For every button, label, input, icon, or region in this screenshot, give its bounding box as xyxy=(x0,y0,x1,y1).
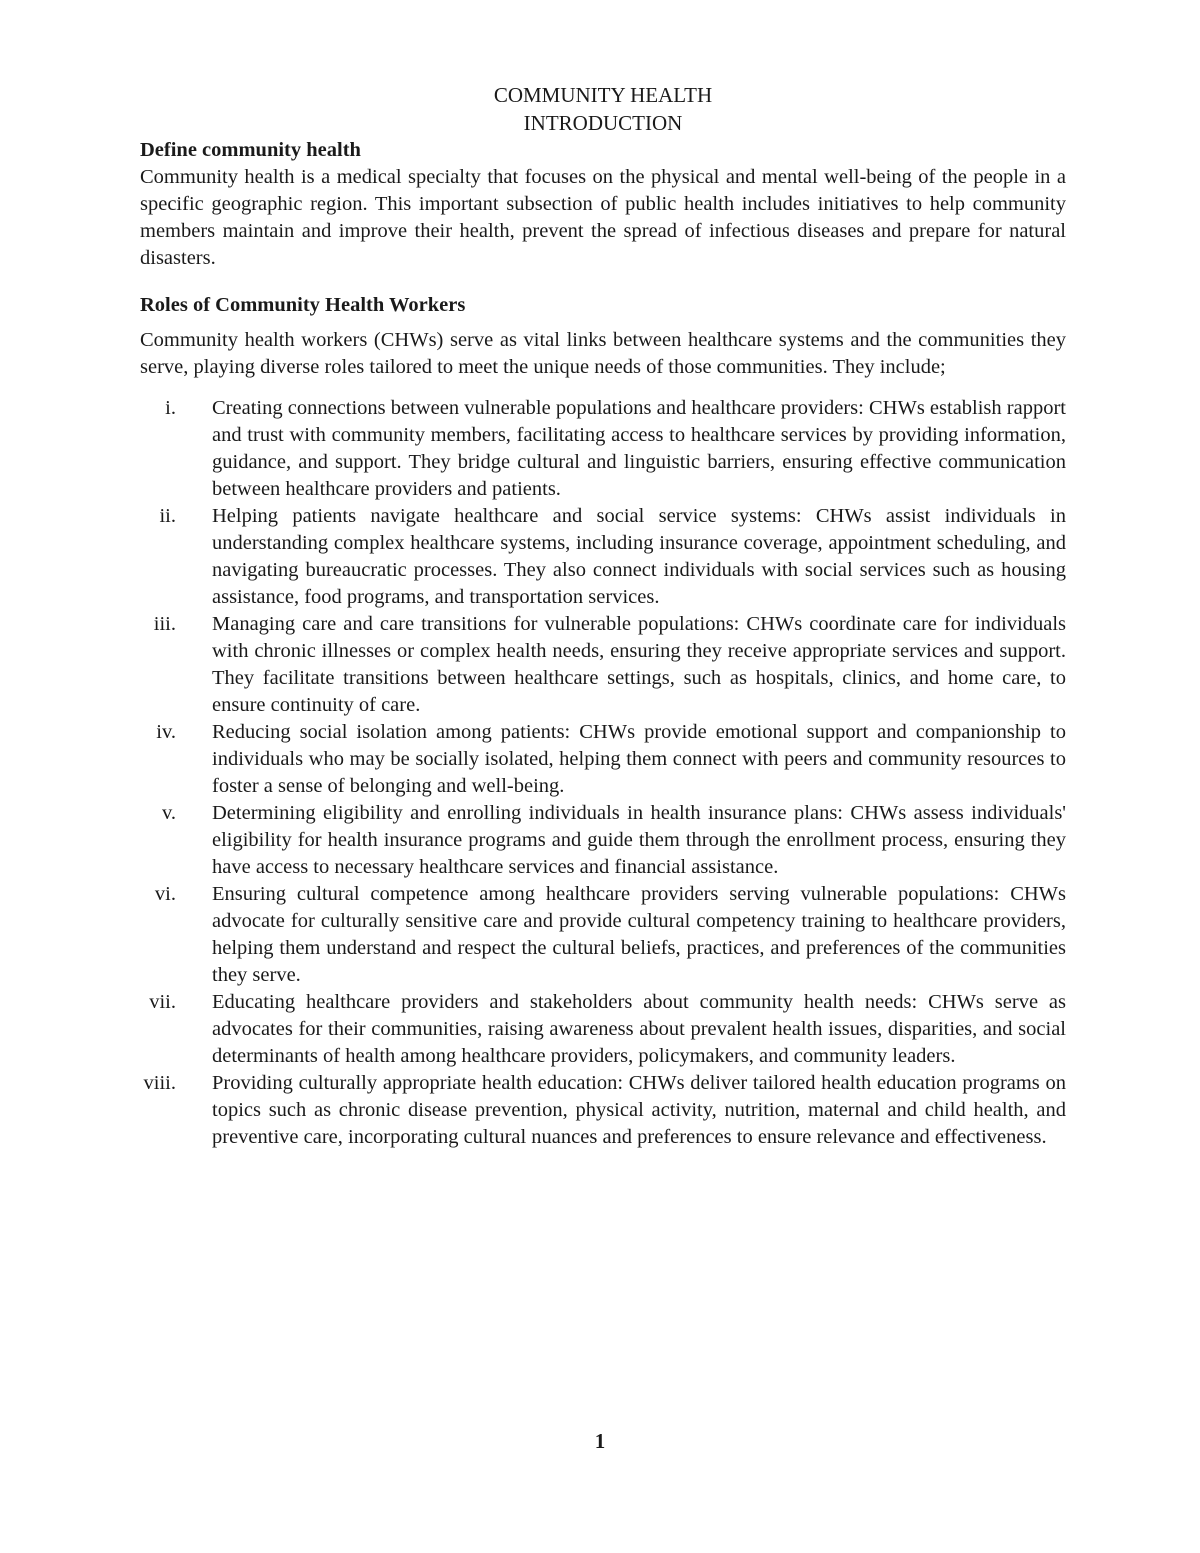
page-number: 1 xyxy=(594,1429,606,1453)
list-item-text: Educating healthcare providers and stakeholders about community health needs: CHWs serve as advocates for their communities, raising awareness about prevalent health issues, disparities, and social determinants of health among healthcare providers, policymakers, and community leaders. xyxy=(212,991,1066,1067)
spacer xyxy=(140,381,1066,395)
spacer xyxy=(140,272,1066,292)
list-item-text: Determining eligibility and enrolling individuals in health insurance plans: CHWs assess individuals' eligibility for health insurance programs and guide them through the enrollment process, ensuring they have access to necessary healthcare services and financial assistance. xyxy=(212,802,1066,878)
definition-paragraph: Community health is a medical specialty that focuses on the physical and mental well-being of the people in a specific geographic region. This important subsection of public health includes initiatives to help community members maintain and improve their health, prevent the spread of infectious diseases and prepare for natural disasters. xyxy=(140,166,1066,269)
section-heading-define: Define community health xyxy=(140,139,361,161)
list-item-text: Providing culturally appropriate health education: CHWs deliver tailored health education programs on topics such as chronic disease prevention, physical activity, nutrition, maternal and child health, and preventive care, incorporating cultural nuances and preferences to ensure relevance and effectiveness. xyxy=(212,1072,1066,1148)
document-title: COMMUNITY HEALTH xyxy=(493,83,713,107)
list-item-number: i. xyxy=(165,397,176,419)
list-item-number: ii. xyxy=(159,505,176,527)
list-item-number: v. xyxy=(161,802,176,824)
list-item-text: Ensuring cultural competence among healthcare providers serving vulnerable populations: CHWs advocate for culturally sensitive care and provide cultural competency training to healthcare providers, helping them understand and respect the cultural beliefs, practices, and preferences of the communities they serve. xyxy=(212,883,1066,986)
document-subtitle: INTRODUCTION xyxy=(523,111,683,135)
spacer xyxy=(140,319,1066,327)
list-item xyxy=(140,881,1066,989)
section-heading-roles: Roles of Community Health Workers xyxy=(140,294,466,316)
roles-intro-paragraph: Community health workers (CHWs) serve as vital links between healthcare systems and the communities they serve, playing diverse roles tailored to meet the unique needs of those communities. They include; xyxy=(140,329,1066,378)
list-item-number: vii. xyxy=(149,991,176,1013)
list-item-number: vi. xyxy=(154,883,176,905)
list-item xyxy=(140,503,1066,611)
list-item-text: Helping patients navigate healthcare and social service systems: CHWs assist individuals in understanding complex healthcare systems, including insurance coverage, appointment scheduling, and navigating bureaucratic processes. They also connect individuals with social services such as housing assistance, food programs, and transportation services. xyxy=(212,505,1066,608)
list-item-text: Creating connections between vulnerable populations and healthcare providers: CHWs establish rapport and trust with community members, facilitating access to healthcare services by providing information, guidance, and support. They bridge cultural and linguistic barriers, ensuring effective communication between healthcare providers and patients. xyxy=(212,397,1066,500)
list-item-text: Reducing social isolation among patients: CHWs provide emotional support and companionship to individuals who may be socially isolated, helping them connect with peers and community resources to foster a sense of belonging and well-being. xyxy=(212,721,1066,797)
list-item xyxy=(140,800,1066,881)
list-item-number: viii. xyxy=(143,1072,176,1094)
roles-list xyxy=(140,395,1066,1151)
list-item xyxy=(140,395,1066,503)
list-item-number: iii. xyxy=(153,613,176,635)
list-item-number: iv. xyxy=(156,721,176,743)
list-item xyxy=(140,1070,1066,1151)
list-item-text: Managing care and care transitions for vulnerable populations: CHWs coordinate care for individuals with chronic illnesses or complex health needs, ensuring they receive appropriate services and support. They facilitate transitions between healthcare settings, such as hospitals, clinics, and home care, to ensure continuity of care. xyxy=(212,613,1066,716)
list-item xyxy=(140,611,1066,719)
page-content xyxy=(140,81,1066,1151)
list-item xyxy=(140,719,1066,800)
list-item xyxy=(140,989,1066,1070)
